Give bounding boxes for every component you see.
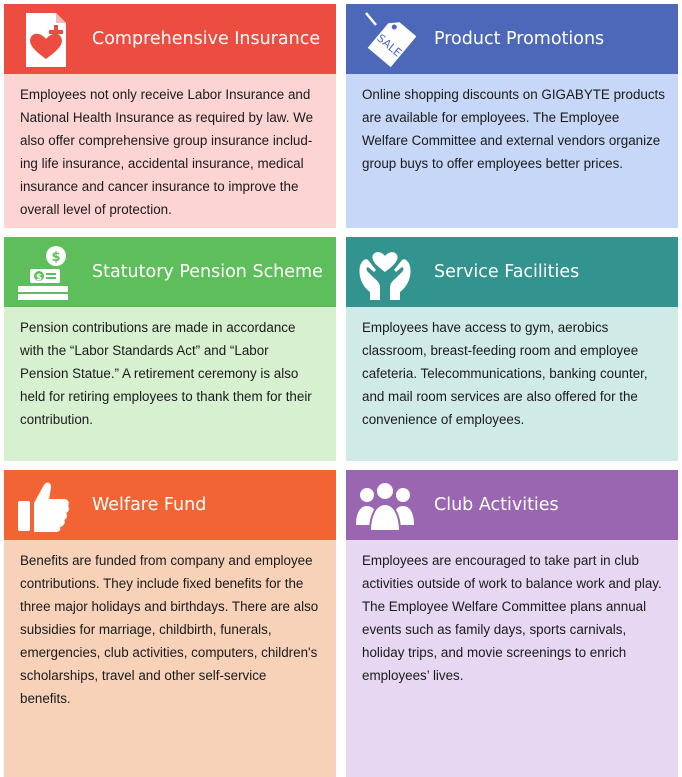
text-line: scholarships, travel and other self-service	[20, 668, 267, 683]
card-title: Service Facilities	[434, 262, 580, 282]
text-line: cafeteria. Telecommunications, banking counter,	[362, 366, 648, 381]
card-body	[346, 307, 678, 461]
text-line: classroom, breast-feeding room and employee	[362, 343, 639, 358]
card-body	[4, 540, 336, 777]
text-line: convenience of employees.	[362, 412, 525, 427]
text-line: held for retiring employees to thank them for their	[20, 389, 312, 404]
card-header	[4, 237, 336, 307]
card-header	[346, 470, 678, 540]
text-line: are available for employees. The Employee	[362, 110, 620, 125]
hands-heart-icon	[354, 242, 416, 304]
card-body	[346, 540, 678, 777]
sale-tag-icon	[354, 9, 416, 71]
text-line: three major holidays and birthdays. There are also	[20, 599, 319, 614]
text-line: The Employee Welfare Committee plans annual	[362, 599, 647, 614]
thumbs-up-icon	[12, 475, 74, 537]
card-body	[4, 74, 336, 228]
text-line: Welfare Committee and external vendors organize	[362, 133, 661, 148]
text-line: subsidies for marriage, childbirth, funerals,	[20, 622, 272, 637]
text-line: Employees have access to gym, aerobics	[362, 320, 609, 335]
card-statutory-pension	[4, 237, 336, 461]
card-header	[346, 237, 678, 307]
people-group-icon	[354, 475, 416, 537]
card-service-facilities	[346, 237, 678, 461]
text-line: National Health Insurance as required by law. We	[20, 110, 314, 125]
text-line: overall level of protection.	[20, 202, 172, 217]
card-title: Statutory Pension Scheme	[92, 262, 323, 282]
card-header	[4, 470, 336, 540]
text-line: with the “Labor Standards Act” and “Labor	[20, 343, 269, 358]
text-line: Pension Statue.” A retirement ceremony is also	[20, 366, 299, 381]
text-line: group buys to offer employees better prices.	[362, 156, 624, 171]
sale-label: SALE	[374, 31, 404, 60]
text-line: holiday trips, and movie screenings to enrich	[362, 645, 627, 660]
text-line: insurance and cancer insurance to improve the	[20, 179, 299, 194]
card-product-promotions	[346, 4, 678, 228]
card-header	[4, 4, 336, 74]
text-line: Employees not only receive Labor Insurance and	[20, 87, 311, 102]
text-line: ing life insurance, accidental insurance, medical	[20, 156, 304, 171]
text-line: emergencies, club activities, computers, children's	[20, 645, 318, 660]
card-title: Comprehensive Insurance	[92, 29, 321, 49]
text-line: contribution.	[20, 412, 93, 427]
card-club-activities	[346, 470, 678, 777]
svg-text:$: $	[51, 250, 61, 265]
card-comprehensive-insurance	[4, 4, 336, 228]
svg-text:$: $	[35, 273, 43, 283]
card-title: Club Activities	[434, 495, 559, 515]
text-line: Employees are encouraged to take part in club	[362, 553, 639, 568]
text-line: benefits.	[20, 691, 71, 706]
text-line: also offer comprehensive group insurance includ-	[20, 133, 313, 148]
text-line: activities outside of work to balance work and play.	[362, 576, 662, 591]
text-line: employees’ lives.	[362, 668, 464, 683]
card-title: Welfare Fund	[92, 495, 207, 515]
text-line: events such as family days, sports carnivals,	[362, 622, 627, 637]
text-line: contributions. They include fixed benefits for the	[20, 576, 304, 591]
money-coin-icon	[12, 242, 74, 304]
card-body	[4, 307, 336, 461]
card-header	[346, 4, 678, 74]
text-line: Benefits are funded from company and employee	[20, 553, 313, 568]
card-title: Product Promotions	[434, 29, 605, 49]
heart-document-icon	[12, 9, 74, 71]
card-welfare-fund	[4, 470, 336, 777]
card-body	[346, 74, 678, 228]
text-line: Online shopping discounts on GIGABYTE products	[362, 87, 665, 102]
text-line: and mail room services are also offered for the	[362, 389, 638, 404]
text-line: Pension contributions are made in accordance	[20, 320, 296, 335]
